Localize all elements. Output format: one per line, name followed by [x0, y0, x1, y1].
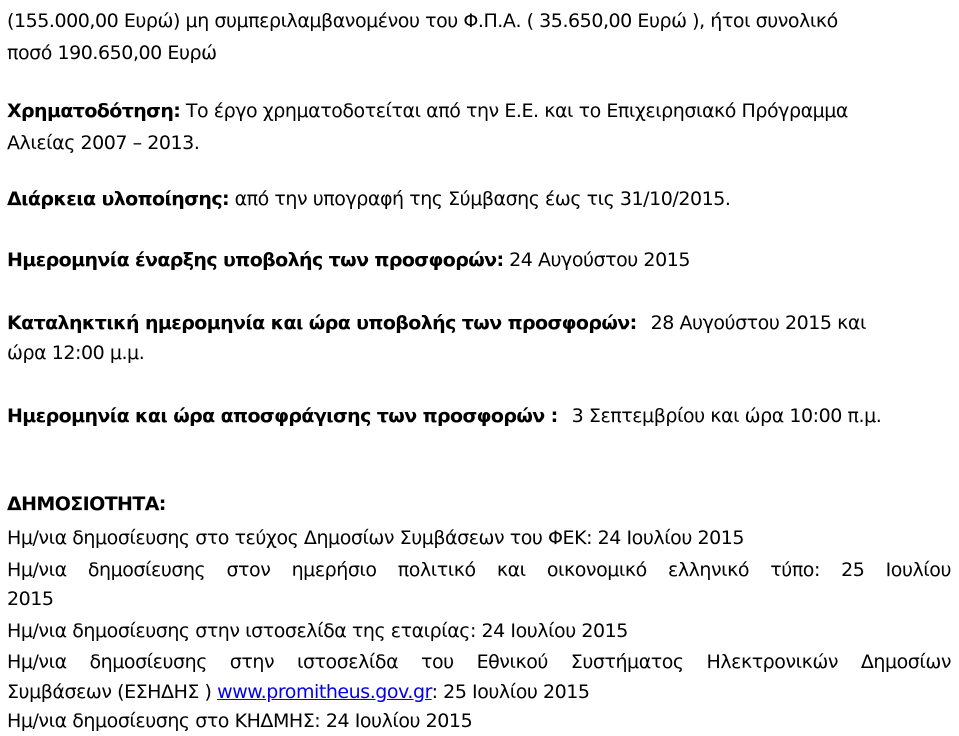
funding-line-2: Αλιείας 2007 – 2013. [7, 132, 200, 154]
opening-text: 3 Σεπτεμβρίου και ώρα 10:00 π.μ. [571, 405, 882, 427]
publicity-press-line-2: 2015 [7, 588, 54, 610]
submission-deadline-text: 28 Αυγούστου 2015 και [650, 312, 866, 334]
duration-label: Διάρκεια υλοποίησης: [7, 188, 230, 210]
submission-start-label: Ημερομηνία έναρξης υποβολής των προσφορών: [7, 249, 504, 271]
funding-label: Χρηματοδότηση: [7, 100, 181, 122]
submission-start-line [7, 245, 690, 275]
opening-line [7, 401, 881, 431]
publicity-press-line-1: Ημ/νια δημοσίευσης στον ημερήσιο πολιτικό και οικονομικό ελληνικό τύπο: 25 Ιουλίου [7, 559, 951, 581]
duration-text: από την υπογραφή της Σύμβασης έως τις 31/10/2015. [229, 188, 731, 210]
publicity-company-site: Ημ/νια δημοσίευσης στην ιστοσελίδα της εταιρίας: 24 Ιουλίου 2015 [7, 620, 628, 642]
funding-text: Το έργο χρηματοδοτείται από την Ε.Ε. και το Επιχειρησιακό Πρόγραμμα [180, 100, 848, 122]
publicity-kidmis: Ημ/νια δημοσίευσης στο ΚΗΔΜΗΣ: 24 Ιουλίου 2015 [7, 710, 473, 732]
funding-line-1 [7, 96, 848, 126]
esidis-prefix: Συμβάσεων (ΕΣΗΔΗΣ ) [7, 681, 218, 703]
publicity-esidis-line-1: Ημ/νια δημοσίευσης στην ιστοσελίδα του Εθνικού Συστήματος Ηλεκτρονικών Δημοσίων [7, 651, 951, 673]
submission-deadline-line-2: ώρα 12:00 μ.μ. [7, 342, 145, 364]
esidis-suffix: : 25 Ιουλίου 2015 [431, 681, 590, 703]
duration-line [7, 184, 730, 214]
publicity-fek: Ημ/νια δημοσίευσης στο τεύχος Δημοσίων Συμβάσεων του ΦΕΚ: 24 Ιουλίου 2015 [7, 527, 745, 549]
publicity-heading: ΔΗΜΟΣΙΟΤΗΤΑ: [7, 493, 166, 515]
opening-label: Ημερομηνία και ώρα αποσφράγισης των προσφορών : [7, 405, 558, 427]
budget-line-1: (155.000,00 Ευρώ) μη συμπεριλαμβανομένου του Φ.Π.Α. ( 35.650,00 Ευρώ ), ήτοι συνολικό [7, 10, 838, 32]
budget-line-2: ποσό 190.650,00 Ευρώ [7, 42, 217, 64]
submission-deadline-label: Καταληκτική ημερομηνία και ώρα υποβολής των προσφορών: [7, 312, 637, 334]
publicity-esidis-line-2 [7, 677, 590, 707]
submission-deadline-line-1 [7, 308, 866, 338]
submission-start-text: 24 Αυγούστου 2015 [503, 249, 690, 271]
promitheus-link[interactable]: www.promitheus.gov.gr [217, 681, 432, 703]
